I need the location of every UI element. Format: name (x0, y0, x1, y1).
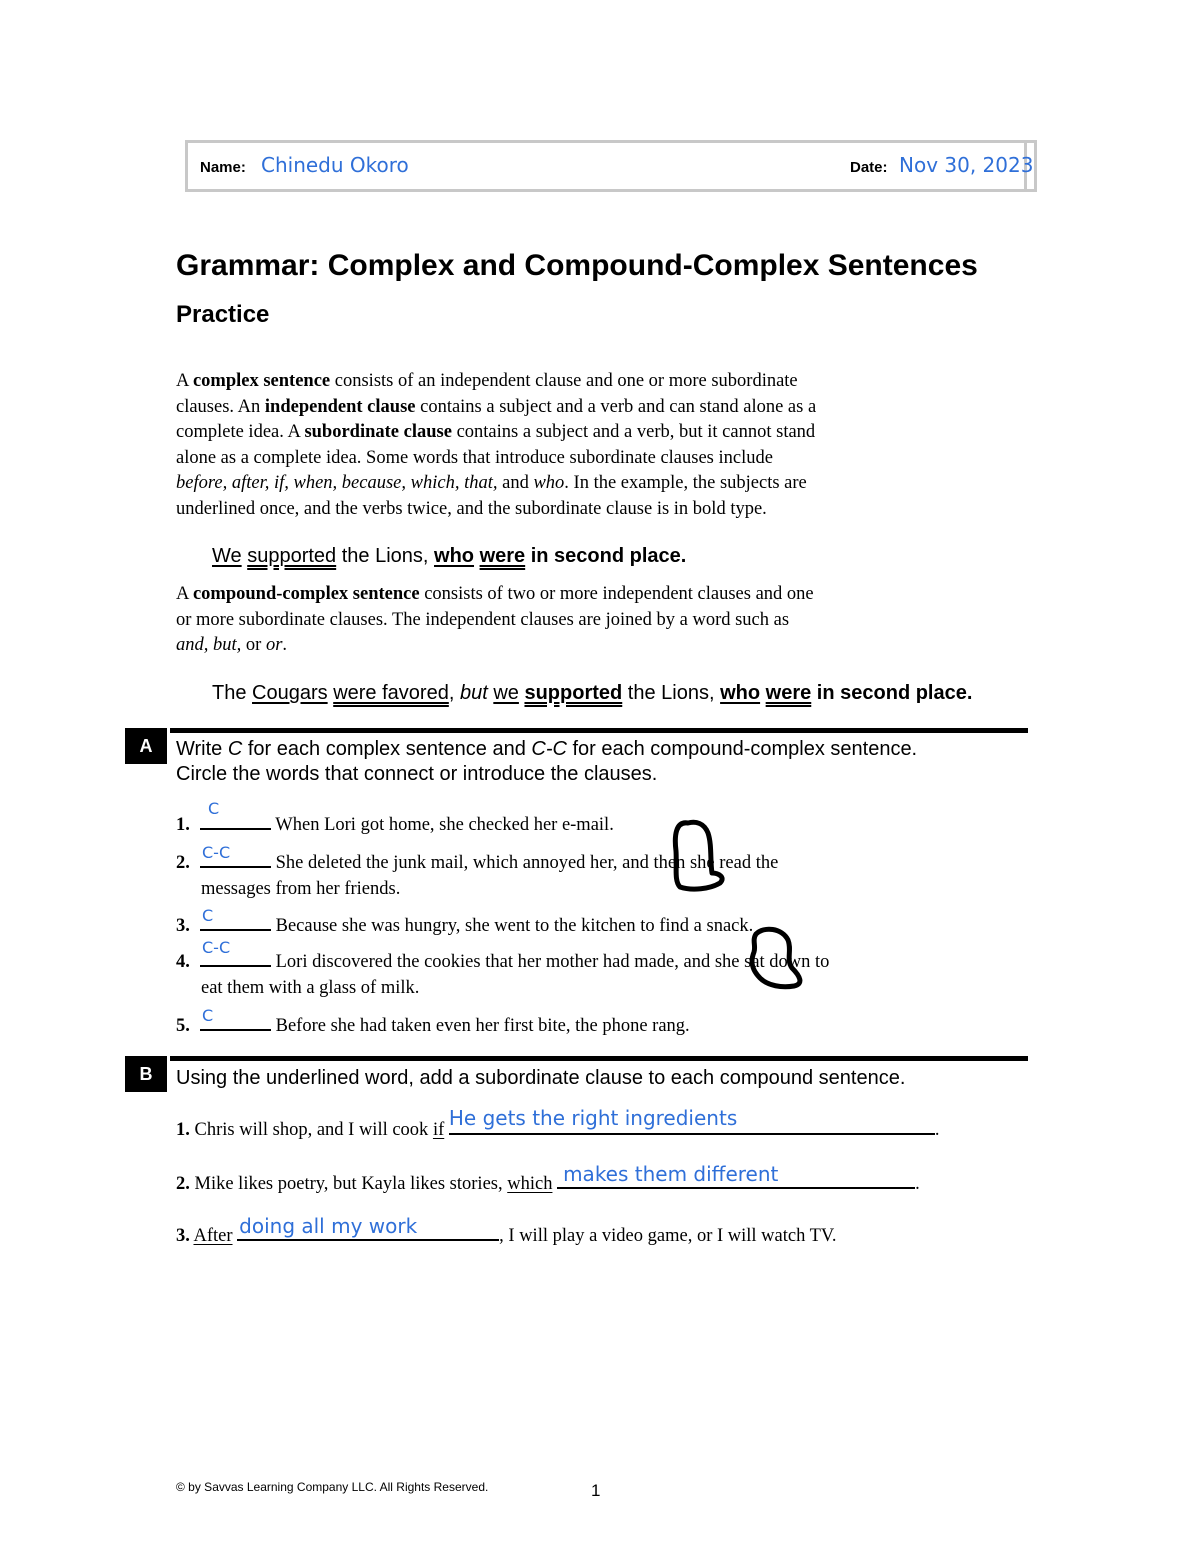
section-b-item-3: 3. After doing all my work , I will play a video game, or I will watch TV. (176, 1214, 837, 1246)
date-field[interactable]: Nov 30, 2023 (899, 153, 1034, 177)
answer-line-b2[interactable]: makes them different (557, 1167, 915, 1189)
compound-paragraph: A compound-complex sentence consists of two or more independent clauses and one or more subordinate clauses. The independent clauses are joined by a word such as and, but, or or. (176, 584, 814, 656)
section-b-item-1: 1. Chris will shop, and I will cook if He gets the right ingredients . (176, 1106, 940, 1140)
copyright-footer: © by Savvas Learning Company LLC. All Rights Reserved. (176, 1480, 489, 1494)
answer-blank-5[interactable]: C (200, 1011, 271, 1031)
answer-blank-4[interactable]: C-C (200, 947, 271, 967)
page-number: 1 (591, 1481, 601, 1500)
section-a-item-5: 5. C Before she had taken even her first bite, the phone rang. (176, 1006, 690, 1036)
intro-paragraph: A complex sentence consists of an independent clause and one or more subordinate clauses. An independent clause contains a subject and a verb and can stand alone as a complete idea. A subordinate clause contains a subject and a verb, but it cannot stand alone as a complete idea. Some words that introduce subordinate clauses include before, after, if, when, because, which, that, and who. In the example, the subjects are underlined once, and the verbs twice, and the subordinate clause is in bold type. (176, 371, 817, 519)
name-field[interactable]: Chinedu Okoro (261, 153, 409, 177)
section-b-instructions: Using the underlined word, add a subordinate clause to each compound sentence. (176, 1067, 906, 1089)
section-a-item-4: 4. C-C Lori discovered the cookies that her mother had made, and she sat down to eat them with a glass of milk. (176, 938, 830, 998)
section-a-instructions: Write C for each complex sentence and C-C for each compound-complex sentence. Circle the words that connect or introduce the clauses. (176, 738, 918, 785)
page-subtitle: Practice (176, 301, 270, 328)
answer-line-b1[interactable]: He gets the right ingredients (449, 1113, 935, 1135)
name-label: Name: (200, 159, 246, 176)
section-b-badge: B (125, 1056, 167, 1092)
date-label: Date: (850, 159, 888, 176)
section-a-item-2: 2. C-C She deleted the junk mail, which annoyed her, and then she read the messages from her friends. (176, 843, 779, 899)
answer-blank-3[interactable]: C (200, 911, 271, 931)
answer-blank-1[interactable]: C (200, 810, 271, 830)
circle-annotation-and-2 (742, 922, 806, 992)
answer-blank-2[interactable]: C-C (200, 848, 271, 868)
example-compound-complex-sentence: The Cougars were favored, but we supported the Lions, who were in second place. (212, 682, 973, 704)
section-b-item-2: 2. Mike likes poetry, but Kayla likes stories, which makes them different . (176, 1162, 920, 1194)
section-b-rule (170, 1056, 1028, 1061)
circle-annotation-and-1 (668, 815, 730, 893)
answer-line-b3[interactable]: doing all my work (237, 1219, 499, 1241)
example-complex-sentence: We supported the Lions, who were in second place. (212, 545, 687, 567)
section-a-item-3: 3. C Because she was hungry, she went to the kitchen to find a snack. (176, 906, 754, 936)
section-a-rule (170, 728, 1028, 733)
name-date-box (185, 140, 1037, 192)
section-a-item-1: 1. C When Lori got home, she checked her e-mail. (176, 799, 614, 835)
page-title: Grammar: Complex and Compound-Complex Sentences (176, 249, 978, 282)
section-a-badge: A (125, 728, 167, 764)
